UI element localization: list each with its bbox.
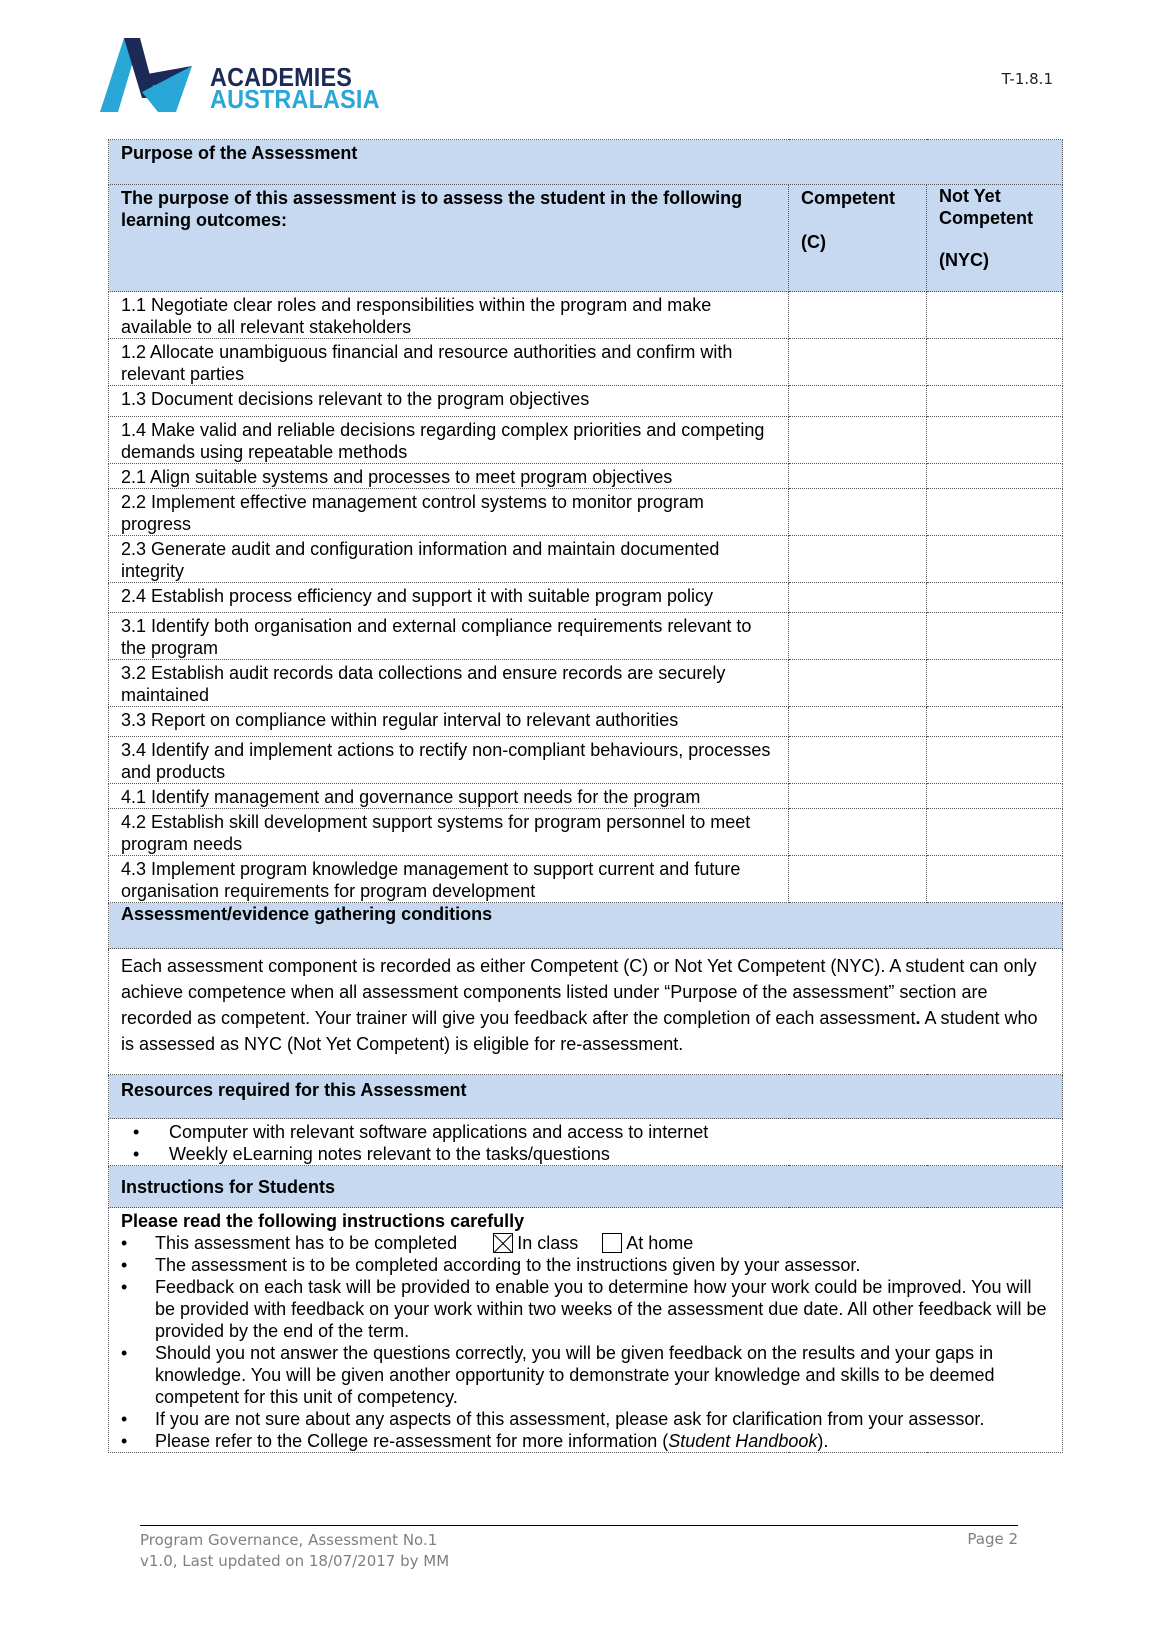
resources-title: Resources required for this Assessment	[109, 1075, 1063, 1119]
purpose-header-row	[109, 140, 1063, 185]
competent-cell[interactable]	[789, 386, 927, 417]
outcome-text: 4.3 Implement program knowledge management to support current and future organisation requirements for program development	[109, 856, 789, 903]
competent-cell[interactable]	[789, 737, 927, 784]
nyc-cell[interactable]	[927, 856, 1063, 903]
competent-cell[interactable]	[789, 536, 927, 583]
instruction-item-handbook	[155, 1430, 1048, 1452]
competent-column-header	[789, 185, 927, 292]
competent-cell[interactable]	[789, 417, 927, 464]
outcome-text: 2.4 Establish process efficiency and support it with suitable program policy	[109, 583, 789, 613]
nyc-cell[interactable]	[927, 339, 1063, 386]
logo-mark-icon	[96, 36, 206, 120]
conditions-text-1: Each assessment component is recorded as either Competent (C) or Not Yet Competent (NYC). A student can only achieve competence when all assessment components listed under “Purpose of the assessment” section are recorded as competent. Your trainer will give you feedback after the completion of each assessment	[121, 956, 1037, 1028]
outcome-row	[109, 536, 1063, 583]
logo-wordmark	[210, 62, 380, 114]
instructions-header-row	[109, 1166, 1063, 1208]
competent-cell[interactable]	[789, 292, 927, 339]
outcome-row	[109, 613, 1063, 660]
conditions-text-dot: .	[915, 1008, 921, 1028]
outcome-text: 1.2 Allocate unambiguous financial and resource authorities and confirm with relevant parties	[109, 339, 789, 386]
outcome-rows	[109, 292, 1063, 903]
competent-cell[interactable]	[789, 464, 927, 489]
purpose-intro: The purpose of this assessment is to assess the student in the following learning outcomes:	[109, 185, 789, 292]
nyc-cell[interactable]	[927, 386, 1063, 417]
footer-page-number: Page 2	[967, 1530, 1018, 1548]
instructions-title: Instructions for Students	[109, 1166, 1063, 1208]
in-class-checkbox[interactable]	[493, 1233, 513, 1253]
footer-document-title: Program Governance, Assessment No.1	[140, 1531, 438, 1549]
competent-abbr: (C)	[801, 232, 826, 252]
outcome-text: 3.1 Identify both organisation and external compliance requirements relevant to the program	[109, 613, 789, 660]
conditions-title: Assessment/evidence gathering conditions	[109, 903, 1063, 949]
outcome-row	[109, 417, 1063, 464]
outcome-row	[109, 856, 1063, 903]
outcome-text: 2.1 Align suitable systems and processes to meet program objectives	[109, 464, 789, 489]
outcome-row	[109, 809, 1063, 856]
outcome-text: 1.1 Negotiate clear roles and responsibilities within the program and make available to all relevant stakeholders	[109, 292, 789, 339]
resources-header-row	[109, 1075, 1063, 1119]
handbook-prefix: Please refer to the College re-assessment for more information (	[155, 1431, 669, 1451]
nyc-cell[interactable]	[927, 536, 1063, 583]
competent-cell[interactable]	[789, 784, 927, 809]
conditions-text-2: A student who is assessed as NYC (Not Yet Competent) is eligible for re-assessment.	[121, 1008, 1038, 1054]
outcome-row	[109, 489, 1063, 536]
outcome-text: 3.4 Identify and implement actions to rectify non-compliant behaviours, processes and products	[109, 737, 789, 784]
nyc-cell[interactable]	[927, 464, 1063, 489]
nyc-cell[interactable]	[927, 613, 1063, 660]
competent-cell[interactable]	[789, 660, 927, 707]
in-class-label: In class	[517, 1233, 579, 1253]
assessment-table	[108, 139, 1063, 1453]
outcome-text: 4.1 Identify management and governance support needs for the program	[109, 784, 789, 809]
at-home-checkbox[interactable]	[602, 1233, 622, 1253]
footer-divider	[140, 1525, 1018, 1526]
instructions-body-row	[109, 1208, 1063, 1453]
academies-australasia-logo	[96, 36, 380, 120]
competent-cell[interactable]	[789, 613, 927, 660]
resource-item: • Computer with relevant software applications and access to internet	[169, 1121, 1050, 1143]
nyc-abbr: (NYC)	[939, 250, 989, 270]
outcome-text: 2.3 Generate audit and configuration information and maintain documented integrity	[109, 536, 789, 583]
at-home-label: At home	[626, 1233, 694, 1253]
competent-cell[interactable]	[789, 583, 927, 613]
nyc-cell[interactable]	[927, 489, 1063, 536]
instruction-item: • The assessment is to be completed according to the instructions given by your assessor.	[155, 1254, 1048, 1276]
competent-label: Competent	[801, 188, 895, 208]
outcome-row	[109, 464, 1063, 489]
competent-cell[interactable]	[789, 339, 927, 386]
nyc-column-header	[927, 185, 1063, 292]
outcome-row	[109, 292, 1063, 339]
competent-cell[interactable]	[789, 809, 927, 856]
resource-item: • Weekly eLearning notes relevant to the tasks/questions	[169, 1143, 1050, 1165]
handbook-suffix: ).	[817, 1431, 829, 1451]
nyc-cell[interactable]	[927, 660, 1063, 707]
purpose-columns-row	[109, 185, 1063, 292]
outcome-row	[109, 707, 1063, 737]
outcome-row	[109, 660, 1063, 707]
resources-body-row	[109, 1119, 1063, 1166]
nyc-cell[interactable]	[927, 737, 1063, 784]
instruction-item-location	[155, 1232, 1048, 1254]
outcome-text: 4.2 Establish skill development support systems for program personnel to meet program needs	[109, 809, 789, 856]
logo-line-academies: ACADEMIES	[210, 62, 353, 92]
outcome-row	[109, 737, 1063, 784]
nyc-cell[interactable]	[927, 784, 1063, 809]
logo-line-australasia: AUSTRALASIA	[210, 84, 380, 114]
competent-cell[interactable]	[789, 707, 927, 737]
nyc-cell[interactable]	[927, 292, 1063, 339]
outcome-text: 3.3 Report on compliance within regular interval to relevant authorities	[109, 707, 789, 737]
nyc-cell[interactable]	[927, 417, 1063, 464]
instruction-item: • If you are not sure about any aspects of this assessment, please ask for clarification from your assessor.	[155, 1408, 1048, 1430]
conditions-header-row	[109, 903, 1063, 949]
instruction-item: • Should you not answer the questions correctly, you will be given feedback on the results and your gaps in knowledge. You will be given another opportunity to demonstrate your knowledge and skills to be deemed competent for this unit of competency.	[155, 1342, 1048, 1408]
conditions-body-row	[109, 949, 1063, 1075]
instructions-list	[121, 1232, 1048, 1452]
nyc-cell[interactable]	[927, 583, 1063, 613]
footer-info	[140, 1530, 449, 1572]
purpose-title: Purpose of the Assessment	[109, 140, 1063, 185]
document-reference: T-1.8.1	[1001, 70, 1053, 88]
outcome-row	[109, 583, 1063, 613]
outcome-row	[109, 386, 1063, 417]
instruction-location-text: This assessment has to be completed	[155, 1233, 458, 1253]
outcome-text: 1.4 Make valid and reliable decisions regarding complex priorities and competing demands using repeatable methods	[109, 417, 789, 464]
outcome-text: 1.3 Document decisions relevant to the program objectives	[109, 386, 789, 417]
competent-cell[interactable]	[789, 856, 927, 903]
instruction-item: • Feedback on each task will be provided to enable you to determine how your work could be improved. You will be provided with feedback on your work within two weeks of the assessment due date. All other feedback will be provided by the end of the term.	[155, 1276, 1048, 1342]
nyc-cell[interactable]	[927, 707, 1063, 737]
outcome-row	[109, 339, 1063, 386]
conditions-body	[109, 949, 1063, 1075]
nyc-cell[interactable]	[927, 809, 1063, 856]
resources-list	[121, 1121, 1050, 1165]
outcome-row	[109, 784, 1063, 809]
nyc-label: Not Yet Competent	[939, 186, 1033, 228]
competent-cell[interactable]	[789, 489, 927, 536]
outcome-text: 3.2 Establish audit records data collections and ensure records are securely maintained	[109, 660, 789, 707]
outcome-text: 2.2 Implement effective management control systems to monitor program progress	[109, 489, 789, 536]
instructions-lead: Please read the following instructions carefully	[121, 1211, 525, 1231]
footer-version: v1.0, Last updated on 18/07/2017 by MM	[140, 1552, 450, 1570]
student-handbook-reference: Student Handbook	[668, 1431, 818, 1451]
